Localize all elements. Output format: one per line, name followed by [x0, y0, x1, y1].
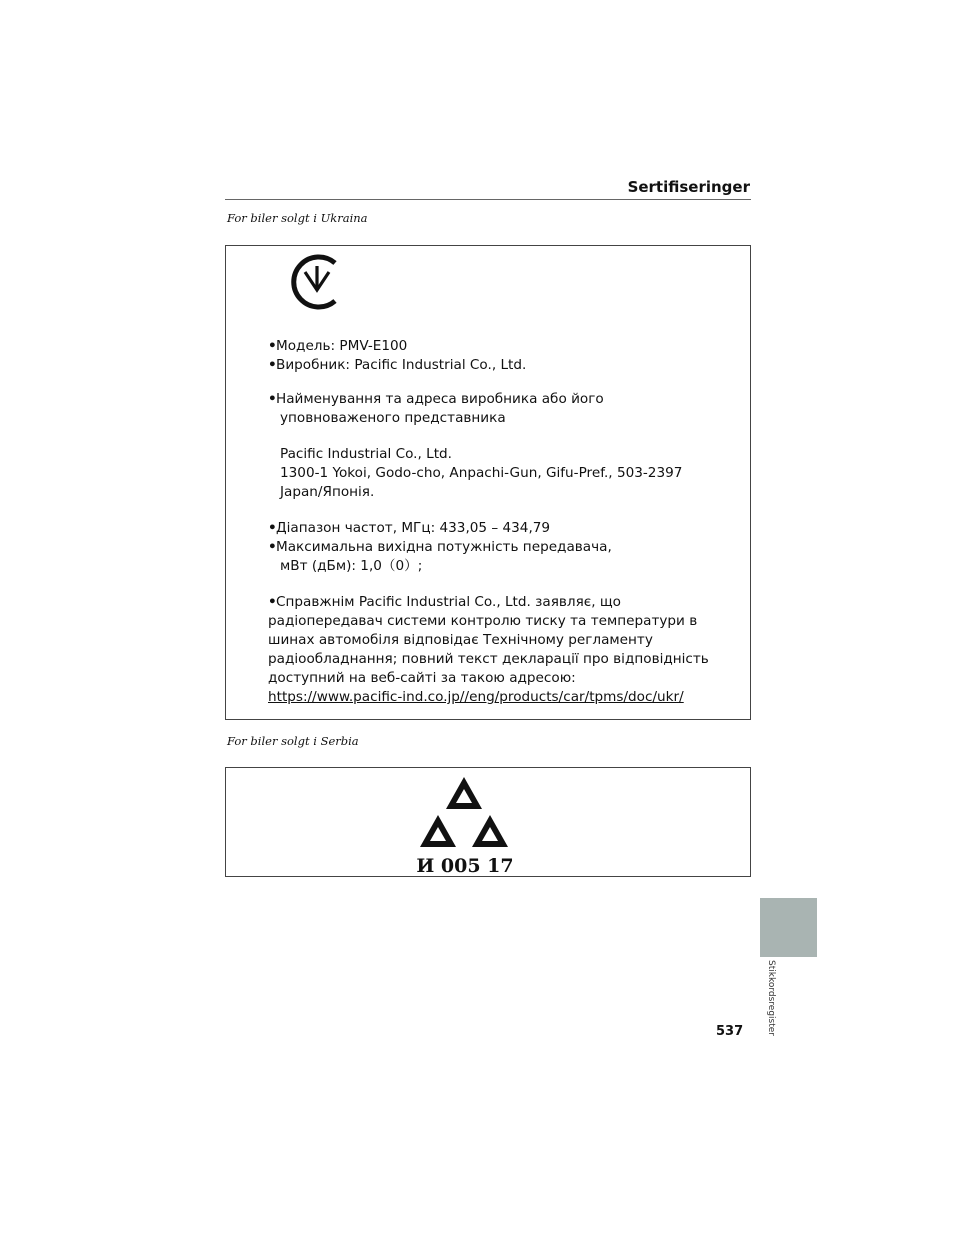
declaration-line-2: радіопередавач системи контролю тиску та температури в	[268, 613, 698, 629]
index-side-label: Stikkordsregister	[766, 960, 776, 1037]
power-line: •Максимальна вихідна потужність передавача,	[268, 539, 612, 555]
serbia-certificate-code: И 005 17	[416, 855, 514, 877]
model-line: •Модель: PMV-E100	[268, 338, 408, 354]
company-country: Japan/Японія.	[280, 484, 375, 500]
company-address: 1300-1 Yokoi, Godo-cho, Anpachi-Gun, Gifu-Pref., 503-2397	[280, 465, 683, 481]
company-name: Pacific Industrial Co., Ltd.	[280, 446, 452, 462]
declaration-line-3: шинах автомобіля відповідає Технічному регламенту	[268, 632, 653, 648]
frequency-line: •Діапазон частот, МГц: 433,05 – 434,79	[268, 520, 551, 536]
declaration-text: Справжнім Pacific Industrial Co., Ltd. заявляє, що	[276, 594, 621, 610]
manufacturer-line: •Виробник: Pacific Industrial Co., Ltd.	[268, 357, 527, 373]
page-number: 537	[716, 1024, 744, 1039]
power-value: мВт (дБм): 1,0（0）;	[280, 558, 423, 574]
power-text: Максимальна вихідна потужність передавача,	[276, 539, 612, 555]
caption-ukraine: For biler solgt i Ukraina	[227, 211, 368, 225]
name-address-line-2: уповноваженого представника	[280, 410, 506, 426]
name-address-text: Найменування та адреса виробника або його	[276, 391, 604, 407]
declaration-url-link[interactable]: https://www.pacific-ind.co.jp//eng/products/car/tpms/doc/ukr/	[268, 689, 684, 705]
index-side-tab[interactable]	[760, 898, 817, 957]
declaration-line: •Справжнім Pacific Industrial Co., Ltd. заявляє, що	[268, 594, 621, 610]
model-text: Модель: PMV-E100	[276, 338, 408, 354]
declaration-line-5: доступний на веб-сайті за такою адресою:	[268, 670, 576, 686]
frequency-text: Діапазон частот, МГц: 433,05 – 434,79	[276, 520, 551, 536]
manufacturer-text: Виробник: Pacific Industrial Co., Ltd.	[276, 357, 527, 373]
ukraine-label-text	[268, 337, 728, 707]
serbia-triple-triangle-mark-icon	[416, 773, 512, 851]
name-address-line: •Найменування та адреса виробника або його	[268, 391, 604, 407]
caption-serbia: For biler solgt i Serbia	[227, 734, 359, 748]
declaration-line-4: радіообладнання; повний текст декларації про відповідність	[268, 651, 709, 667]
header-divider	[225, 199, 751, 200]
section-title: Sertifiseringer	[627, 178, 750, 196]
ukraine-conformity-mark-icon	[283, 252, 351, 312]
